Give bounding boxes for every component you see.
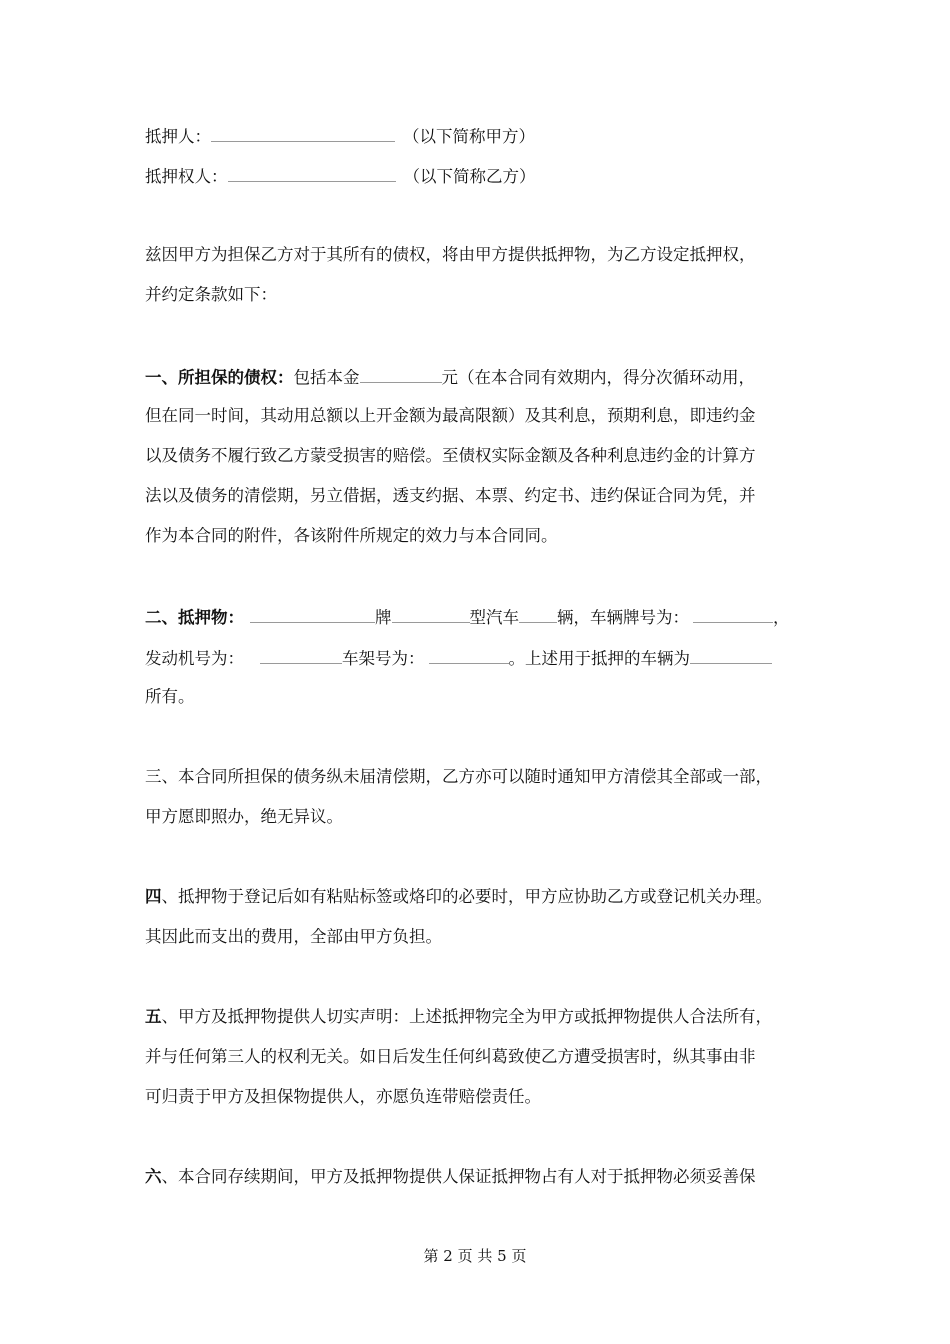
mortgagee-label: 抵押权人： — [145, 167, 228, 186]
clause-1-line-1 — [145, 365, 755, 387]
intro-line-1: 兹因甲方为担保乙方对于其所有的债权，将由甲方提供抵押物，为乙方设定抵押权， — [145, 245, 756, 264]
clause-4-line-2: 其因此而支出的费用，全部由甲方负担。 — [145, 927, 442, 946]
mortgagee-blank — [228, 164, 396, 182]
clause-6-number: 六 — [145, 1167, 162, 1186]
clause-1-line-3: 以及债务不履行致乙方蒙受损害的赔偿。至债权实际金额及各种利息违约金的计算方 — [145, 446, 756, 465]
brand-blank — [250, 605, 375, 623]
clause-6-text: 、本合同存续期间，甲方及抵押物提供人保证抵押物占有人对于抵押物必须妥善保 — [161, 1167, 756, 1186]
owner-blank — [690, 646, 772, 664]
clause-1-line-2: 但在同一时间，其动用总额以上开金额为最高限额）及其利息，预期利息，即违约金 — [145, 406, 756, 425]
brand-label: 牌 — [375, 608, 392, 627]
frame-blank — [429, 646, 509, 664]
mortgagor-line — [145, 124, 535, 146]
model-label: 型汽车 — [469, 608, 519, 627]
engine-blank — [260, 646, 342, 664]
clause-2-line-3: 所有。 — [145, 687, 195, 706]
page-number: 第 2 页 共 5 页 — [423, 1247, 527, 1265]
mortgagor-suffix: （以下简称甲方） — [403, 127, 535, 146]
mortgagor-label: 抵押人： — [145, 127, 211, 146]
clause-4-number: 四 — [145, 887, 162, 906]
clause-5-line-3: 可归责于甲方及担保物提供人，亦愿负连带赔偿责任。 — [145, 1087, 541, 1106]
mortgagor-blank — [211, 124, 395, 142]
clause-5-text: 、甲方及抵押物提供人切实声明：上述抵押物完全为甲方或抵押物提供人合法所有， — [161, 1007, 772, 1026]
frame-label: 车架号为： — [342, 649, 425, 668]
clause-5-line-1 — [145, 1006, 772, 1028]
clause-1-line-5: 作为本合同的附件，各该附件所规定的效力与本合同同。 — [145, 526, 558, 545]
clause-2-heading: 二、抵押物： — [145, 608, 244, 627]
quantity-blank — [519, 605, 557, 623]
plate-blank — [693, 605, 773, 623]
engine-label: 发动机号为： — [145, 649, 244, 668]
mortgagee-line — [145, 164, 536, 186]
clause-3-line-2: 甲方愿即照办，绝无异议。 — [145, 807, 343, 826]
clause-3-line-1: 三、本合同所担保的债务纵未届清偿期，乙方亦可以随时通知甲方清偿其全部或一部， — [145, 767, 772, 786]
plate-comma: ， — [773, 608, 790, 627]
plate-label: 辆，车辆牌号为： — [557, 608, 689, 627]
clause-1-principal-label: 包括本金 — [293, 368, 360, 387]
clause-2-line-2 — [145, 646, 772, 668]
clause-2-line-1 — [145, 605, 790, 627]
owner-text: 。上述用于抵押的车辆为 — [508, 649, 690, 668]
clause-1-heading: 一、所担保的债权： — [145, 368, 294, 387]
clause-1-line-4: 法以及债务的清偿期，另立借据，透支约据、本票、约定书、违约保证合同为凭，并 — [145, 486, 756, 505]
clause-5-line-2: 并与任何第三人的权利无关。如日后发生任何纠葛致使乙方遭受损害时，纵其事由非 — [145, 1047, 756, 1066]
clause-4-text: 、抵押物于登记后如有粘贴标签或烙印的必要时，甲方应协助乙方或登记机关办理。 — [161, 887, 772, 906]
intro-line-2: 并约定条款如下： — [145, 285, 277, 304]
model-blank — [392, 605, 470, 623]
principal-amount-blank — [360, 365, 442, 383]
clause-4-line-1 — [145, 886, 772, 908]
clause-5-number: 五 — [145, 1007, 162, 1026]
mortgagee-suffix: （以下简称乙方） — [403, 167, 536, 186]
clause-1-text-a: 元（在本合同有效期内，得分次循环动用， — [441, 368, 755, 387]
clause-6-line-1 — [145, 1166, 756, 1188]
